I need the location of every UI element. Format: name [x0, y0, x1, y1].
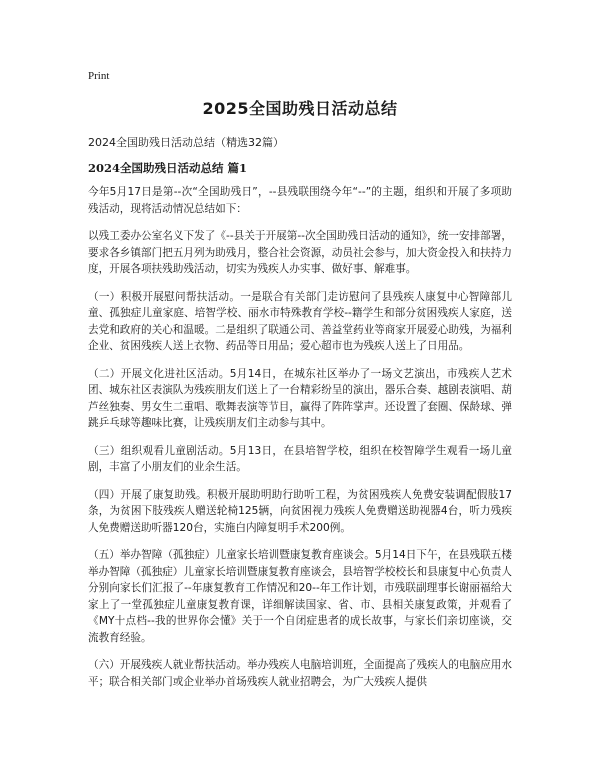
document-body [88, 184, 512, 701]
paragraph: （五）举办智障（孤独症）儿童家长培训暨康复教育座谈会。5月14日下午，在县残联五楼举办智障（孤独症）儿童家长培训暨康复教育座谈会，县培智学校校长和县康复中心负责人分别向家长们汇报了--年康复教育工作情况和20--年工作计划，市残联副理事长谢丽福给大家上了一堂孤独症儿童康复教育课，详细解读国家、省、市、县相关康复政策，并观看了《MY十点档--我的世界你会懂》关于一个自闭症患者的成长故事，与家长们亲切座谈，交流教育经验。 [88, 549, 512, 644]
section-heading: 2024全国助残日活动总结 篇1 [88, 161, 248, 175]
paragraph: （二）开展文化进社区活动。5月14日，在城东社区举办了一场文艺演出，市残疾人艺术团、城东社区表演队为残疾朋友们送上了一台精彩纷呈的演出，器乐合奏、越剧表演唱、葫芦丝独奏、男女生二重唱、歌舞表演等节目，赢得了阵阵掌声。还设置了套圈、保龄球、弹跳乒乓球等趣味比赛，让残疾朋友们主动参与其中。 [88, 367, 512, 429]
paragraph: （四）开展了康复助残。积极开展助明助行助听工程，为贫困残疾人免费安装调配假肢17条，为贫困下肢残疾人赠送轮椅125辆，向贫困视力残疾人免费赠送助视器4台，听力残疾人免费赠送助听器120台，实施白内障复明手术200例。 [88, 488, 512, 534]
document-subtitle: 2024全国助残日活动总结（精选32篇） [88, 136, 284, 149]
paragraph: （六）开展残疾人就业帮扶活动。举办残疾人电脑培训班，全面提高了残疾人的电脑应用水平；联合相关部门或企业举办首场残疾人就业招聘会，为广大残疾人提供 [88, 659, 512, 688]
paragraph: （一）积极开展慰问帮扶活动。一是联合有关部门走访慰问了县残疾人康复中心智障部儿童、孤独症儿童家庭、培智学校、丽水市特殊教育学校--籍学生和部分贫困残疾人家庭，送去党和政府的关心和温暖。二是组织了联通公司、善益堂药业等商家开展爱心助残，为福利企业、贫困残疾人送上衣物、药品等日用品；爱心超市也为残疾人送上了日用品。 [88, 290, 512, 352]
print-label[interactable]: Print [88, 70, 110, 82]
paragraph: （三）组织观看儿童剧活动。5月13日，在县培智学校，组织在校智障学生观看一场儿童剧，丰富了小朋友们的业余生活。 [88, 444, 512, 473]
document-title: 2025全国助残日活动总结 [202, 99, 398, 118]
paragraph: 以残工委办公室名义下发了《--县关于开展第--次全国助残日活动的通知》，统一安排部署，要求各乡镇部门把五月列为助残月，整合社会资源，动员社会参与，加大资金投入和扶持力度，开展各项扶残助残活动，切实为残疾人办实事、做好事、解难事。 [88, 230, 512, 275]
paragraph: 今年5月17日是第--次“全国助残日”，--县残联围绕今年“--”的主题，组织和开展了多项助残活动，现将活动情况总结如下： [88, 186, 512, 215]
